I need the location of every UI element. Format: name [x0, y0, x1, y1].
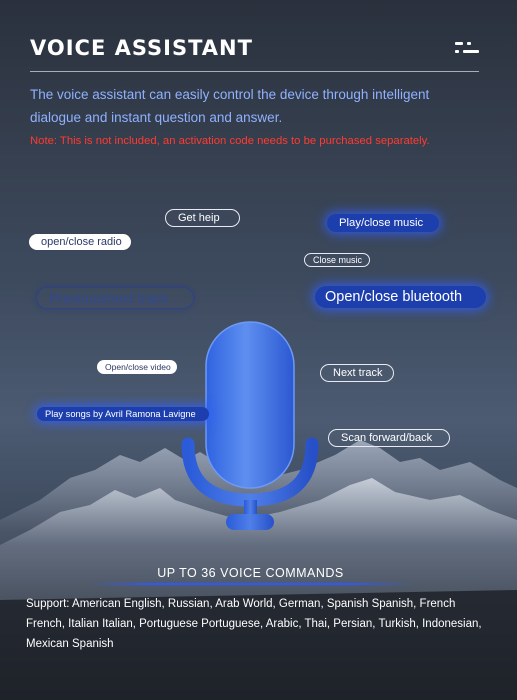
voice-commands-heading: UP TO 36 VOICE COMMANDS	[157, 566, 344, 580]
heading-underline	[88, 583, 413, 585]
command-open-close-video: Open/close video	[97, 360, 177, 374]
command-scan-forward-back: Scan forward/back	[328, 429, 450, 447]
command-previous-next-track: Previous/next track	[36, 287, 194, 309]
supported-languages-text: Support: American English, Russian, Arab World, German, Spanish Spanish, French French, Italian Italian, Portuguese Portuguese, Arabic, Thai, Persian, Turkish, Indonesian, Mexican Spanish	[26, 598, 482, 650]
menu-icon[interactable]	[455, 42, 479, 56]
header-divider	[30, 71, 479, 72]
description-text: The voice assistant can easily control the device through intelligent dialogue and instant question and answer.	[30, 87, 430, 125]
page-title: VOICE ASSISTANT	[30, 36, 253, 60]
note-text: Note: This is not included, an activation code needs to be purchased separately.	[30, 135, 430, 147]
command-close-music: Close music	[304, 253, 370, 267]
command-next-track: Next track	[320, 364, 394, 382]
command-play-songs: Play songs by Avril Ramona Lavigne	[37, 407, 209, 421]
command-get-help: Get heip	[165, 209, 240, 227]
command-open-close-radio: open/close radio	[29, 234, 131, 250]
header	[30, 36, 479, 60]
command-play-close-music: Play/close music	[327, 214, 439, 232]
command-open-close-bluetooth: Open/close bluetooth	[315, 286, 486, 308]
